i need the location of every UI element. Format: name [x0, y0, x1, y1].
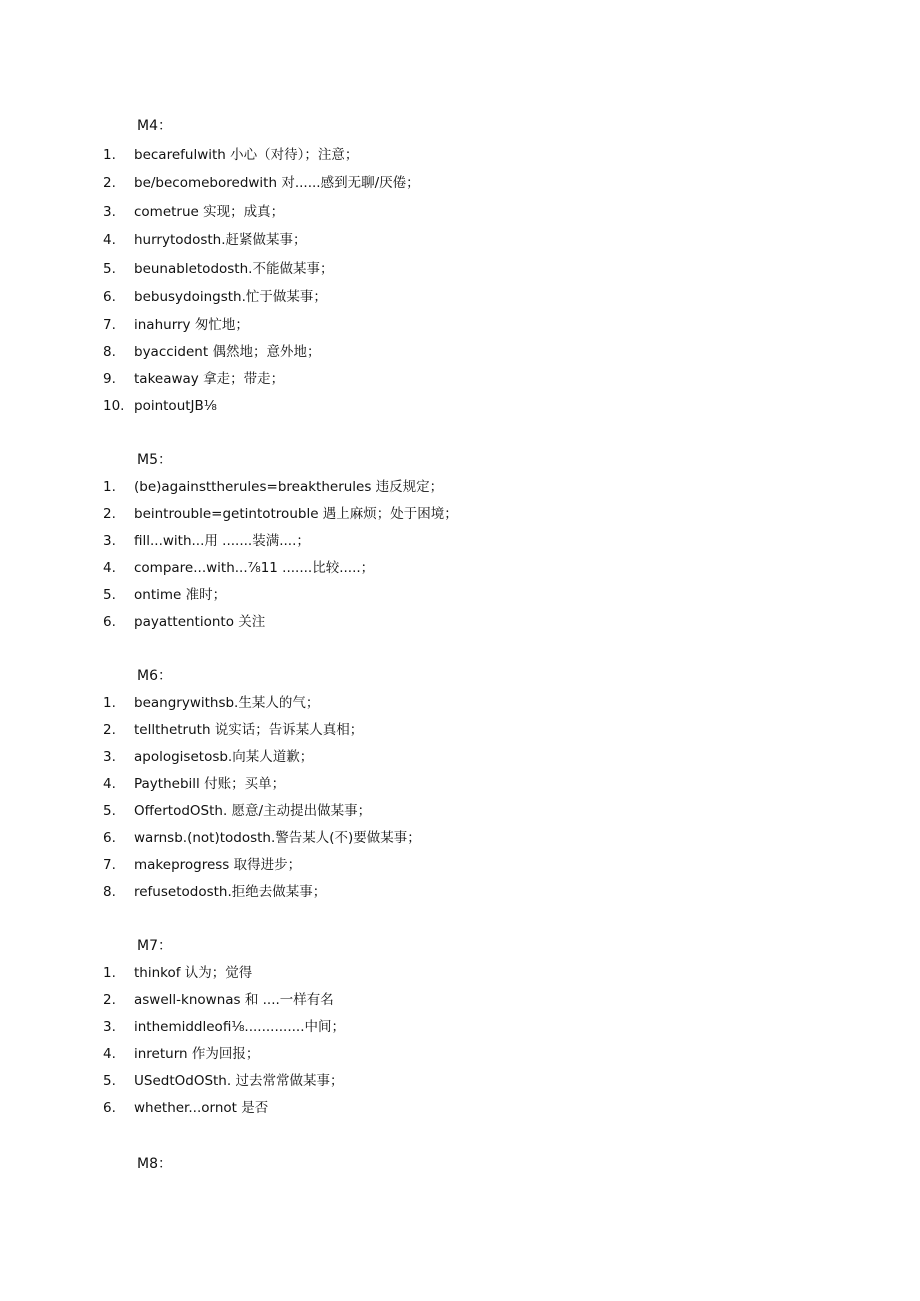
item-number: 3. [103, 749, 116, 765]
item-number: 5. [103, 1073, 116, 1089]
item-text: USedtOdOSth. 过去常常做某事； [134, 1073, 344, 1089]
item-text: inahurry 匆忙地； [134, 317, 249, 333]
item-number: 6. [103, 614, 116, 630]
item-text: warnsb.(not)todosth.警告某人(不)要做某事； [134, 830, 421, 846]
list-item [0, 1044, 920, 1064]
item-number: 4. [103, 776, 116, 792]
list-item [0, 202, 920, 222]
item-number: 3. [103, 1019, 116, 1035]
list-item [0, 504, 920, 524]
list-item [0, 287, 920, 307]
list-item [0, 612, 920, 632]
item-number: 1. [103, 479, 116, 495]
item-text: beintrouble=getintotrouble 遇上麻烦；处于困境； [134, 506, 458, 522]
section-heading: M6： [137, 668, 172, 684]
item-number: 1. [103, 695, 116, 711]
item-number: 5. [103, 261, 116, 277]
list-item [0, 558, 920, 578]
list-item [0, 173, 920, 193]
item-text: takeaway 拿走；带走； [134, 371, 285, 387]
item-text: beunabletodosth.不能做某事； [134, 261, 334, 277]
item-number: 2. [103, 506, 116, 522]
item-text: be/becomeboredwith 对......感到无聊/厌倦； [134, 175, 420, 191]
item-number: 9. [103, 371, 116, 387]
list-item [0, 342, 920, 362]
item-number: 8. [103, 344, 116, 360]
list-item [0, 720, 920, 740]
item-number: 6. [103, 830, 116, 846]
list-item [0, 369, 920, 389]
item-number: 6. [103, 289, 116, 305]
item-number: 7. [103, 317, 116, 333]
item-text: (be)againsttherules=breaktherules 违反规定； [134, 479, 444, 495]
list-item [0, 585, 920, 605]
item-text: inreturn 作为回报； [134, 1046, 260, 1062]
item-number: 2. [103, 175, 116, 191]
item-number: 1. [103, 147, 116, 163]
list-item [0, 774, 920, 794]
item-text: cometrue 实现；成真； [134, 204, 285, 220]
item-text: OffertodOSth. 愿意/主动提出做某事； [134, 803, 372, 819]
item-text: bebusydoingsth.忙于做某事； [134, 289, 327, 305]
item-text: thinkof 认为；觉得 [134, 965, 253, 981]
item-text: ontime 准时； [134, 587, 227, 603]
section-heading: M7： [137, 938, 172, 954]
list-item [0, 1071, 920, 1091]
item-number: 3. [103, 533, 116, 549]
item-number: 7. [103, 857, 116, 873]
item-number: 5. [103, 587, 116, 603]
list-item [0, 963, 920, 983]
item-text: becarefulwith 小心（对待）；注意； [134, 147, 359, 163]
section-heading: M5： [137, 452, 172, 468]
item-number: 3. [103, 204, 116, 220]
item-text: byaccident 偶然地；意外地； [134, 344, 321, 360]
item-text: hurrytodosth.赶紧做某事； [134, 232, 307, 248]
item-number: 4. [103, 560, 116, 576]
item-number: 4. [103, 232, 116, 248]
item-text: tellthetruth 说实话；告诉某人真相； [134, 722, 364, 738]
item-number: 2. [103, 722, 116, 738]
list-item [0, 396, 920, 416]
item-text: refusetodosth.拒绝去做某事； [134, 884, 327, 900]
section-heading: M4： [137, 118, 172, 134]
section-heading: M8： [137, 1156, 172, 1172]
item-text: whether...ornot 是否 [134, 1100, 269, 1116]
list-item [0, 1098, 920, 1118]
item-number: 2. [103, 992, 116, 1008]
list-item [0, 315, 920, 335]
item-number: 8. [103, 884, 116, 900]
item-text: compare...with...⅞11 .......比较.....； [134, 560, 375, 576]
list-item [0, 747, 920, 767]
list-item [0, 531, 920, 551]
item-number: 10. [103, 398, 125, 414]
list-item [0, 693, 920, 713]
item-text: inthemiddleofi⅛..............中间； [134, 1019, 345, 1035]
item-number: 1. [103, 965, 116, 981]
list-item [0, 477, 920, 497]
list-item [0, 990, 920, 1010]
item-number: 4. [103, 1046, 116, 1062]
item-text: makeprogress 取得进步； [134, 857, 302, 873]
item-text: beangrywithsb.生某人的气； [134, 695, 320, 711]
item-text: fill...with...用 .......装满....； [134, 533, 310, 549]
item-number: 6. [103, 1100, 116, 1116]
item-text: Paythebill 付账；买单； [134, 776, 286, 792]
list-item [0, 230, 920, 250]
list-item [0, 1017, 920, 1037]
list-item [0, 259, 920, 279]
list-item [0, 828, 920, 848]
item-text: payattentionto 关注 [134, 614, 266, 630]
item-number: 5. [103, 803, 116, 819]
item-text: apologisetosb.向某人道歉； [134, 749, 314, 765]
list-item [0, 801, 920, 821]
item-text: aswell-knownas 和 ....一样有名 [134, 992, 334, 1008]
list-item [0, 855, 920, 875]
list-item [0, 882, 920, 902]
item-text: pointoutJB⅛ [134, 398, 217, 414]
list-item [0, 145, 920, 165]
